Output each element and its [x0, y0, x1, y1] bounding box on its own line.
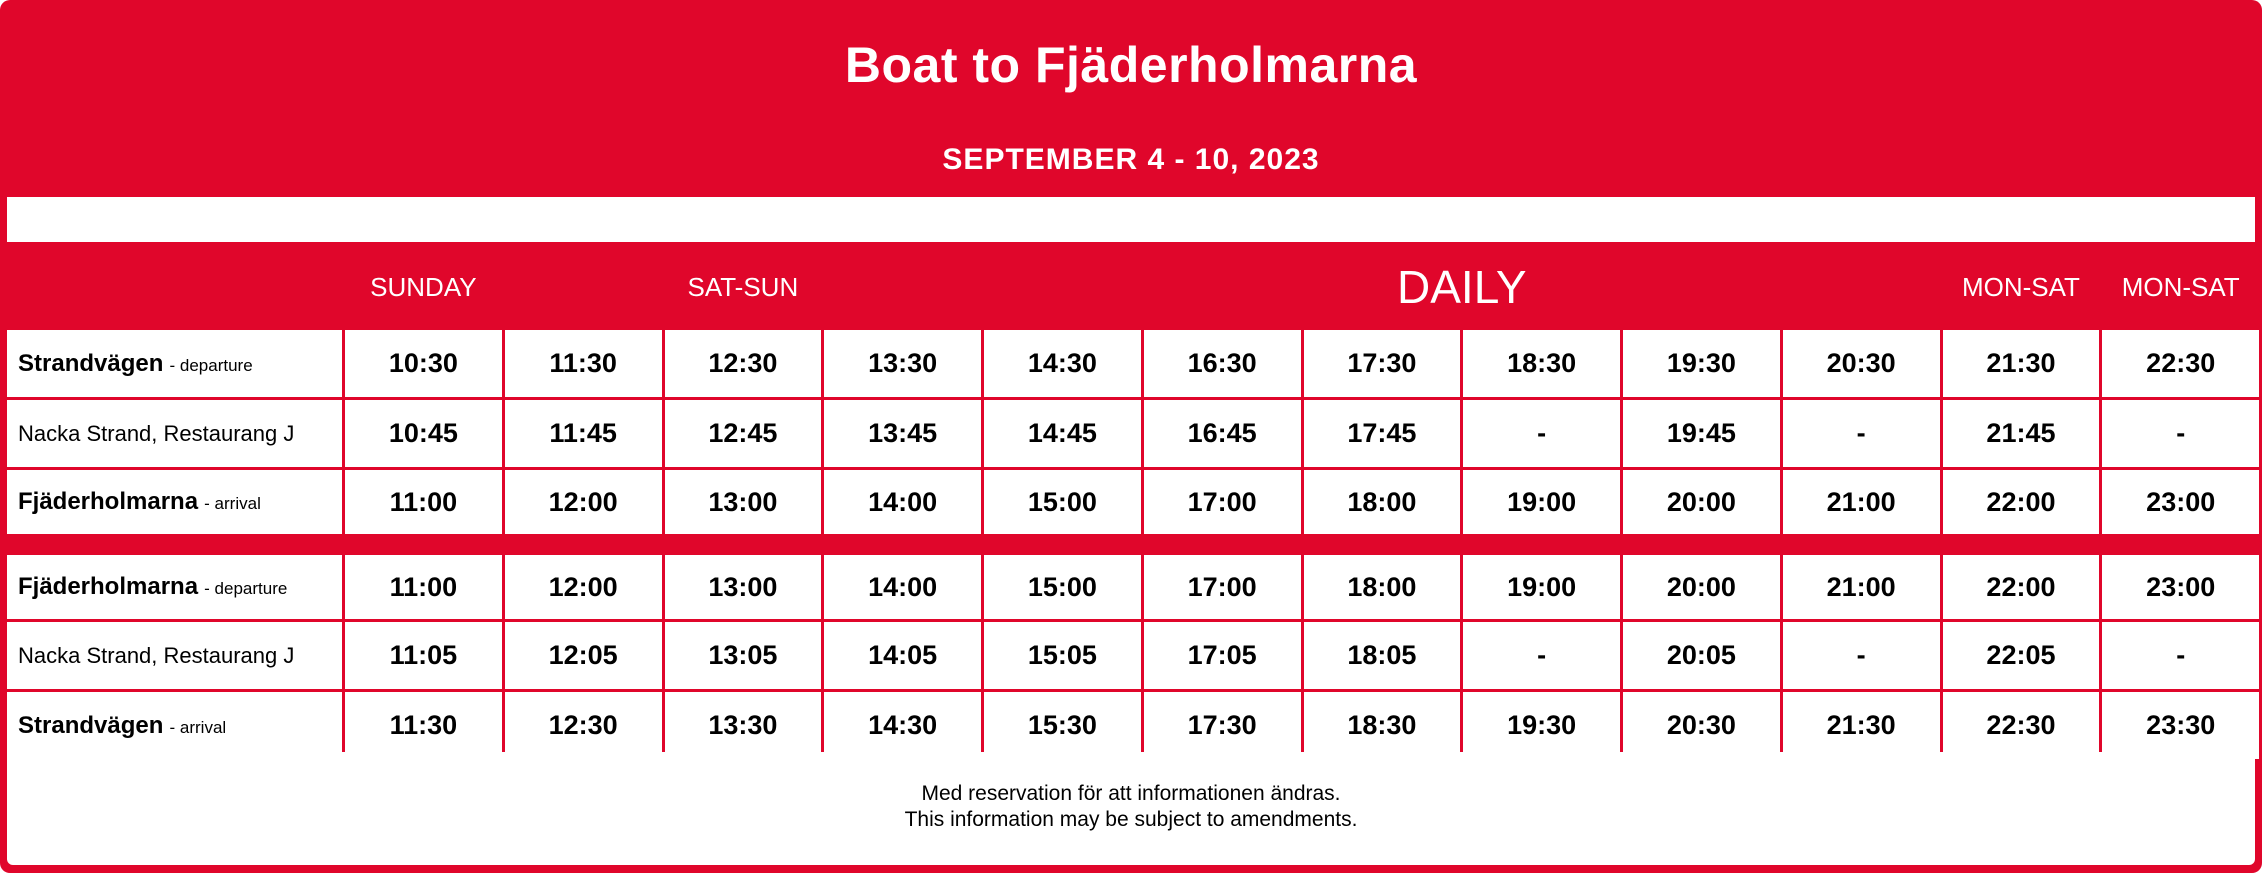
- time-cell: 14:00: [823, 554, 983, 621]
- time-cell: 13:00: [663, 469, 823, 536]
- time-cell: 18:30: [1462, 329, 1622, 399]
- time-cell: 14:30: [983, 329, 1143, 399]
- time-cell: 12:45: [663, 399, 823, 469]
- header-sat-sun: SAT-SUN: [503, 246, 982, 329]
- time-cell: 20:00: [1622, 554, 1782, 621]
- header-mon-sat: MON-SAT: [2101, 246, 2261, 329]
- time-cell: 23:30: [2101, 691, 2261, 761]
- time-cell: 12:05: [503, 621, 663, 691]
- time-cell: 13:30: [663, 691, 823, 761]
- time-cell: 21:00: [1781, 469, 1941, 536]
- time-cell: 11:45: [503, 399, 663, 469]
- time-cell: 14:05: [823, 621, 983, 691]
- time-cell: 21:30: [1941, 329, 2101, 399]
- time-cell: 19:45: [1622, 399, 1782, 469]
- time-cell: 14:30: [823, 691, 983, 761]
- stop-cell: [6, 691, 344, 761]
- time-cell: 11:05: [344, 621, 504, 691]
- time-cell: 22:00: [1941, 554, 2101, 621]
- time-cell: 15:30: [983, 691, 1143, 761]
- time-cell: 13:45: [823, 399, 983, 469]
- disclaimer-english: This information may be subject to amendments.: [904, 808, 1358, 831]
- header-mon-sat: MON-SAT: [1941, 246, 2101, 329]
- time-cell: 21:00: [1781, 554, 1941, 621]
- time-cell: 18:30: [1302, 691, 1462, 761]
- time-cell: 18:00: [1302, 469, 1462, 536]
- date-range: SEPTEMBER 4 - 10, 2023: [942, 143, 1320, 176]
- time-cell: 11:00: [344, 469, 504, 536]
- time-cell: 22:00: [1941, 469, 2101, 536]
- time-cell: 12:00: [503, 554, 663, 621]
- disclaimer-swedish: Med reservation för att informationen ändras.: [921, 782, 1341, 805]
- time-cell: 23:00: [2101, 554, 2261, 621]
- stop-cell: [6, 621, 344, 691]
- time-cell: 10:30: [344, 329, 504, 399]
- timetable: [4, 244, 2262, 762]
- time-cell: 13:30: [823, 329, 983, 399]
- time-cell: 11:30: [344, 691, 504, 761]
- stop-type-label: - departure: [169, 355, 253, 375]
- header-daily: DAILY: [983, 246, 1942, 329]
- disclaimer-note: [7, 752, 2255, 865]
- divider-bar: [6, 536, 2261, 554]
- time-cell: 17:00: [1142, 554, 1302, 621]
- time-cell: 18:05: [1302, 621, 1462, 691]
- header-corner: [6, 246, 344, 329]
- time-cell: 23:00: [2101, 469, 2261, 536]
- stop-name: Fjäderholmarna: [18, 573, 199, 600]
- table-row: [6, 621, 2261, 691]
- time-cell: 20:00: [1622, 469, 1782, 536]
- time-cell: 10:45: [344, 399, 504, 469]
- header-sunday: SUNDAY: [344, 246, 504, 329]
- time-cell: 17:30: [1142, 691, 1302, 761]
- spacer-band: [7, 197, 2255, 242]
- time-cell: -: [2101, 399, 2261, 469]
- time-cell: 12:00: [503, 469, 663, 536]
- page-title: Boat to Fjäderholmarna: [844, 37, 1418, 93]
- table-row: [6, 554, 2261, 621]
- time-cell: 19:30: [1622, 329, 1782, 399]
- time-cell: 22:30: [1941, 691, 2101, 761]
- time-cell: -: [1781, 621, 1941, 691]
- time-cell: 18:00: [1302, 554, 1462, 621]
- section-divider: [6, 536, 2261, 554]
- time-cell: 12:30: [503, 691, 663, 761]
- time-cell: 17:00: [1142, 469, 1302, 536]
- time-cell: 22:30: [2101, 329, 2261, 399]
- table-row: [6, 399, 2261, 469]
- table-row: [6, 469, 2261, 536]
- header-row: [6, 246, 2261, 329]
- time-cell: 14:45: [983, 399, 1143, 469]
- stop-cell: [6, 399, 344, 469]
- time-cell: 19:00: [1462, 554, 1622, 621]
- stop-cell: [6, 554, 344, 621]
- time-cell: 21:45: [1941, 399, 2101, 469]
- time-cell: 17:05: [1142, 621, 1302, 691]
- stop-type-label: - arrival: [169, 717, 227, 737]
- time-cell: -: [1781, 399, 1941, 469]
- time-cell: 14:00: [823, 469, 983, 536]
- table-row: [6, 329, 2261, 399]
- time-cell: 16:45: [1142, 399, 1302, 469]
- time-cell: 15:00: [983, 469, 1143, 536]
- time-cell: 20:05: [1622, 621, 1782, 691]
- stop-name: Strandvägen: [18, 349, 164, 377]
- time-cell: -: [1462, 399, 1622, 469]
- time-cell: 20:30: [1622, 691, 1782, 761]
- stop-name: Nacka Strand, Restaurang J: [18, 420, 295, 446]
- stop-cell: [6, 329, 344, 399]
- time-cell: 13:00: [663, 554, 823, 621]
- stop-type-label: - departure: [204, 579, 288, 598]
- time-cell: 15:05: [983, 621, 1143, 691]
- time-cell: 17:45: [1302, 399, 1462, 469]
- time-cell: 21:30: [1781, 691, 1941, 761]
- stop-name: Fjäderholmarna: [18, 488, 199, 515]
- time-cell: 11:30: [503, 329, 663, 399]
- time-cell: -: [2101, 621, 2261, 691]
- time-cell: 11:00: [344, 554, 504, 621]
- stop-type-label: - arrival: [204, 494, 261, 513]
- stop-name: Strandvägen: [18, 711, 164, 739]
- time-cell: -: [1462, 621, 1622, 691]
- time-cell: 19:00: [1462, 469, 1622, 536]
- table-row: [6, 691, 2261, 761]
- time-cell: 20:30: [1781, 329, 1941, 399]
- stop-name: Nacka Strand, Restaurang J: [18, 642, 295, 668]
- stop-cell: [6, 469, 344, 536]
- time-cell: 15:00: [983, 554, 1143, 621]
- time-cell: 22:05: [1941, 621, 2101, 691]
- time-cell: 19:30: [1462, 691, 1622, 761]
- time-cell: 16:30: [1142, 329, 1302, 399]
- time-cell: 13:05: [663, 621, 823, 691]
- time-cell: 17:30: [1302, 329, 1462, 399]
- time-cell: 12:30: [663, 329, 823, 399]
